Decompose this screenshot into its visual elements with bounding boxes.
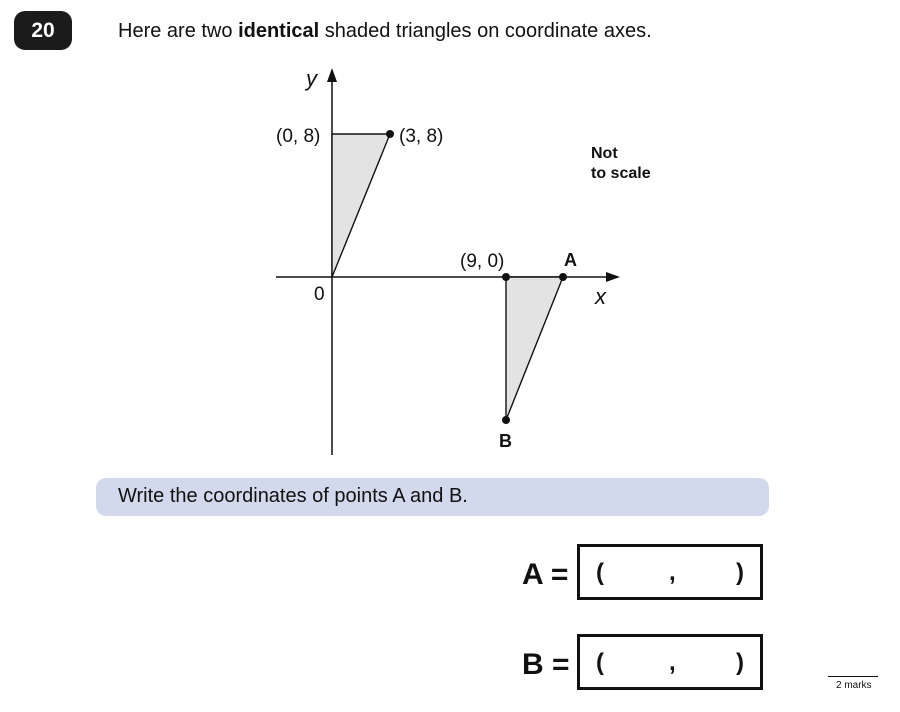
point-a	[559, 273, 567, 281]
answer-b-close-paren: )	[736, 649, 744, 676]
answer-a-comma: ,	[669, 559, 676, 586]
answer-a-label: A =	[522, 558, 569, 591]
point-3-8	[386, 130, 394, 138]
instruction-banner	[96, 478, 769, 516]
label-9-0: (9, 0)	[460, 251, 505, 272]
question-text-end: shaded triangles on coordinate axes.	[319, 20, 652, 42]
shaded-triangle-1	[332, 134, 390, 277]
answer-b-label: B =	[522, 648, 570, 681]
label-0-8: (0, 8)	[276, 126, 321, 147]
question-text-bold: identical	[238, 20, 320, 42]
marks-divider	[828, 676, 878, 677]
question-number: 20	[14, 11, 72, 50]
point-9-0	[502, 273, 510, 281]
label-3-8: (3, 8)	[399, 126, 444, 147]
label-b: B	[499, 431, 512, 451]
x-axis-label: x	[595, 284, 606, 309]
not-to-scale-note-line1: Not	[591, 145, 618, 162]
label-a: A	[564, 250, 577, 270]
origin-label: 0	[314, 284, 325, 305]
y-axis-label: y	[306, 66, 317, 91]
marks-label: 2 marks	[836, 680, 872, 691]
instruction-text: Write the coordinates of points A and B.	[118, 485, 468, 507]
answer-b-open-paren: (	[596, 649, 604, 676]
question-text-start: Here are two	[118, 20, 239, 42]
not-to-scale-note-line2: to scale	[591, 165, 651, 182]
answer-a-open-paren: (	[596, 559, 604, 586]
answer-b-comma: ,	[669, 649, 676, 676]
answer-a-box[interactable]	[577, 544, 763, 600]
answer-b-box[interactable]	[577, 634, 763, 690]
y-axis-arrow	[327, 68, 337, 82]
shaded-triangle-2	[506, 277, 563, 420]
x-axis-arrow	[606, 272, 620, 282]
point-b	[502, 416, 510, 424]
answer-a-close-paren: )	[736, 559, 744, 586]
